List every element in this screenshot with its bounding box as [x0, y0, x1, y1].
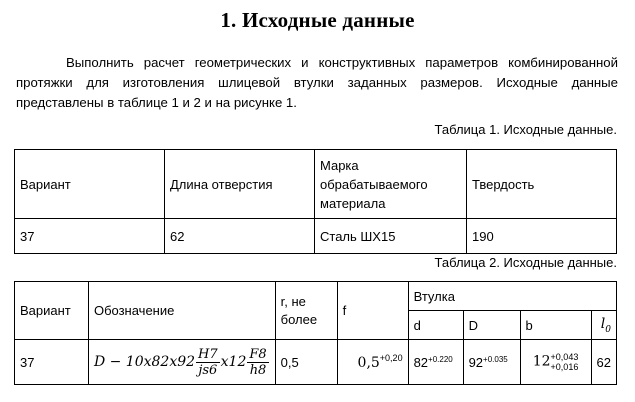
D-tolerance: +0.035 — [483, 354, 508, 364]
fraction-numerator: H7 — [198, 346, 218, 362]
designation-mid: x12 — [220, 354, 247, 370]
header-cell: Твердость — [467, 150, 617, 219]
section-title: 1. Исходные данные — [220, 8, 415, 32]
table1-caption: Таблица 1. Исходные данные. — [434, 122, 617, 137]
table-cell: 62 — [165, 219, 315, 254]
fit-fraction-2 — [247, 347, 268, 378]
table-header-row — [15, 150, 617, 219]
l0-main: l — [600, 315, 606, 332]
table1 — [14, 149, 617, 254]
designation-prefix: D − 10x82x92 — [93, 354, 196, 370]
header-cell — [591, 311, 616, 340]
header-cell: r, не более — [275, 282, 337, 340]
header-cell: d — [408, 311, 463, 340]
table-header-row — [15, 282, 617, 311]
designation-formula — [93, 346, 270, 378]
designation-cell — [88, 340, 275, 385]
table2 — [14, 281, 617, 385]
b-tolerance-upper: +0,043 — [550, 352, 579, 362]
table-cell: 0,5 — [275, 340, 337, 385]
fraction-numerator: F8 — [249, 346, 267, 362]
table-cell: 62 — [591, 340, 616, 385]
header-cell: Марка обрабатываемого материала — [315, 150, 467, 219]
b-tolerance-lower: +0,016 — [550, 362, 579, 372]
d-base: 82 — [413, 354, 429, 370]
table-row — [15, 340, 617, 385]
header-cell: Длина отверстия — [165, 150, 315, 219]
f-base: 0,5 — [357, 355, 380, 371]
fit-fraction-1 — [196, 347, 220, 378]
header-cell: Вариант — [15, 282, 89, 340]
header-cell: D — [463, 311, 520, 340]
table-cell — [408, 340, 463, 385]
table2-caption: Таблица 2. Исходные данные. — [434, 255, 617, 270]
table-row — [15, 219, 617, 254]
d-tolerance: +0.220 — [428, 354, 453, 364]
table-cell: 37 — [15, 219, 165, 254]
table-cell: 190 — [467, 219, 617, 254]
b-tolerance — [551, 352, 579, 372]
table-cell: 37 — [15, 340, 89, 385]
l0-sub: 0 — [605, 324, 611, 335]
intro-paragraph: Выполнить расчет геометрических и конструктивных параметров комбинированной протяжки для изготовления шлицевой втулки заданных размеров. Исходные данные представлены в таблице 1 и 2 и на рисунке 1. — [16, 55, 618, 110]
header-cell: b — [520, 311, 591, 340]
l0-symbol — [600, 315, 611, 335]
D-base: 92 — [468, 354, 484, 370]
table-cell — [463, 340, 520, 385]
fraction-denominator: h8 — [249, 362, 267, 378]
table-cell — [337, 340, 408, 385]
header-cell: f — [337, 282, 408, 340]
fraction-denominator: js6 — [198, 362, 218, 378]
header-cell: Вариант — [15, 150, 165, 219]
table-cell — [520, 340, 591, 385]
header-cell: Втулка — [408, 282, 616, 311]
f-tolerance: +0,20 — [379, 353, 403, 363]
header-cell: Обозначение — [88, 282, 275, 340]
table-cell: Сталь ШХ15 — [315, 219, 467, 254]
b-base: 12 — [532, 353, 551, 370]
